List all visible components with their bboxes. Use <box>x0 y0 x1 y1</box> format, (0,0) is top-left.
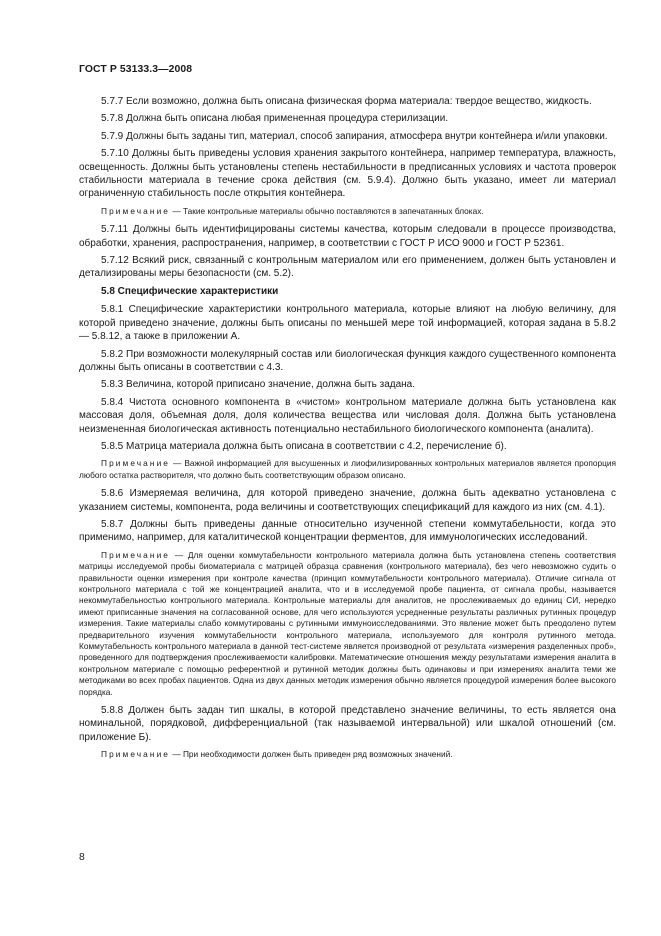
paragraph-5-8-8: 5.8.8 Должен быть задан тип шкалы, в которой представлено значение величины, то есть является она номинальной, порядковой, дифференциальной (так называемой интервальной) или шкалой отношений (см. приложение Б). <box>79 705 616 743</box>
paragraph-5-7-12: 5.7.12 Всякий риск, связанный с контрольным материалом или его применением, должен быть установлен и детализированы меры безопасности (см. 5.2). <box>79 255 616 280</box>
paragraph-5-7-8: 5.7.8 Должна быть описана любая примененная процедура стерилизации. <box>101 113 449 125</box>
note-label: Примечание <box>101 458 171 469</box>
note <box>79 458 616 481</box>
paragraph-5-8-1: 5.8.1 Специфические характеристики контрольного материала, которые влияют на любую величину, для которой приведено значение, должны быть описаны по меньшей мере той информацией, которая задана в 5.8.2 — 5.8.12, а также в приложении А. <box>79 304 616 343</box>
document-header: ГОСТ Р 53133.3—2008 <box>79 64 193 75</box>
paragraph-5-8-4: 5.8.4 Чистота основного компонента в «чистом» контрольном материале должна быть установлена как массовая доля, объемная доля, доля количества вещества или числовая доля. Должна быть установлена неизмененная биологическая активность потенциально нестабильного биологического компонента (аналита). <box>79 396 616 435</box>
document-body <box>79 95 616 767</box>
paragraph-5-8-3: 5.8.3 Величина, которой приписано значение, должна быть задана. <box>101 379 416 391</box>
note-label: Примечание <box>101 205 171 216</box>
note <box>79 206 616 217</box>
note <box>79 749 616 760</box>
paragraph-5-8-6: 5.8.6 Измеряемая величина, для которой приведено значение, должна быть адекватно установлена с указанием системы, компонента, рода величины и соответствующих спецификаций для каждого из них (см. 4.1). <box>79 488 616 513</box>
note-label: Примечание <box>101 549 171 560</box>
paragraph-5-7-11: 5.7.11 Должны быть идентифицированы системы качества, которым следовали в процессе производства, обработки, хранения, распространения, например, в соответствии с ГОСТ Р ИСО 9000 и ГОСТ Р 52361. <box>79 224 616 249</box>
note-text: — Для оценки коммутабельности контрольного материала должна быть установлена степень соответствия матрицы исследуемой пробы биоматериала с матрицей образца сравнения (контрольного материала), без чего невозможно судить о правильности оценки измерения при контроле качества (принцип коммутабельности контрольного материала). Отличие сигнала от контрольного материала с той же концентрацией аналита, что и в исследуемой пробе пациента, от сигнала пробы, называется некоммутабельностью контрольного материала. Контрольные материалы для аналитов, не прослеживаемых до единиц СИ, нередко имеют приписанные значения на согласованной основе, для чего используются усредненные результаты различных рутинных процедур измерения. Такие материалы слабо коммутированы с рутинными иммуноисследованиями. Это явление может быть преодолено путем предварительного изучения коммутабельности контрольного материала, используемого для контроля рутинного метода. Коммутабельность контрольного материала в данной тест-системе является производной от результата «измерения разделенных проб», проведенного для подтверждения прослеживаемости калибровки. Математические отношения между результатами измерения аналита в контрольном материале с помощью референтной и рутинной методик должны быть одинаковы и при измерениях аналита теми же методиками во всех пробах пациентов. Одна из двух данных методик измерения обычно является процедурой измерения более высокого порядка. <box>79 549 616 697</box>
note-text: — При необходимости должен быть приведен ряд возможных значений. <box>172 749 453 760</box>
paragraph-5-8-2: 5.8.2 При возможности молекулярный состав или биологическая функция каждого существенного компонента должны быть описаны в соответствии с 4.3. <box>79 348 616 373</box>
paragraph-5-7-10: 5.7.10 Должны быть приведены условия хранения закрытого контейнера, например температура, влажность, освещенность. Должны быть установлены степень нестабильности в предписанных условиях и частота проверок стабильности материала в течение срока действия (см. 5.9.4). Должно быть указано, имеет ли материал ограниченную стабильность после открытия контейнера. <box>79 148 616 200</box>
paragraph-5-8-7: 5.8.7 Должны быть приведены данные относительно изученной степени коммутабельности, когда это применимо, например, для каталитической концентрации ферментов, для иммунологических исследований. <box>79 518 616 544</box>
note-text: — Такие контрольные материалы обычно поставляются в запечатанных блоках. <box>172 205 484 216</box>
note-text: — Важной информацией для высушенных и лиофилизированных контрольных материалов является пропорция любого остатка растворителя, что должно быть соответствующим образом описано. <box>79 458 617 480</box>
section-heading-5-8: 5.8 Специфические характеристики <box>101 285 279 297</box>
paragraph-5-7-9: 5.7.9 Должны быть заданы тип, материал, способ запирания, атмосфера внутри контейнера и/или упаковки. <box>101 130 608 142</box>
paragraph-5-8-5: 5.8.5 Матрица материала должна быть описана в соответствии с 4.2, перечисление б). <box>101 440 507 452</box>
page-number: 8 <box>79 852 85 863</box>
paragraph-5-7-7: 5.7.7 Если возможно, должна быть описана физическая форма материала: твердое вещество, жидкость. <box>101 96 592 107</box>
note <box>79 550 616 698</box>
note-label: Примечание <box>101 749 171 760</box>
